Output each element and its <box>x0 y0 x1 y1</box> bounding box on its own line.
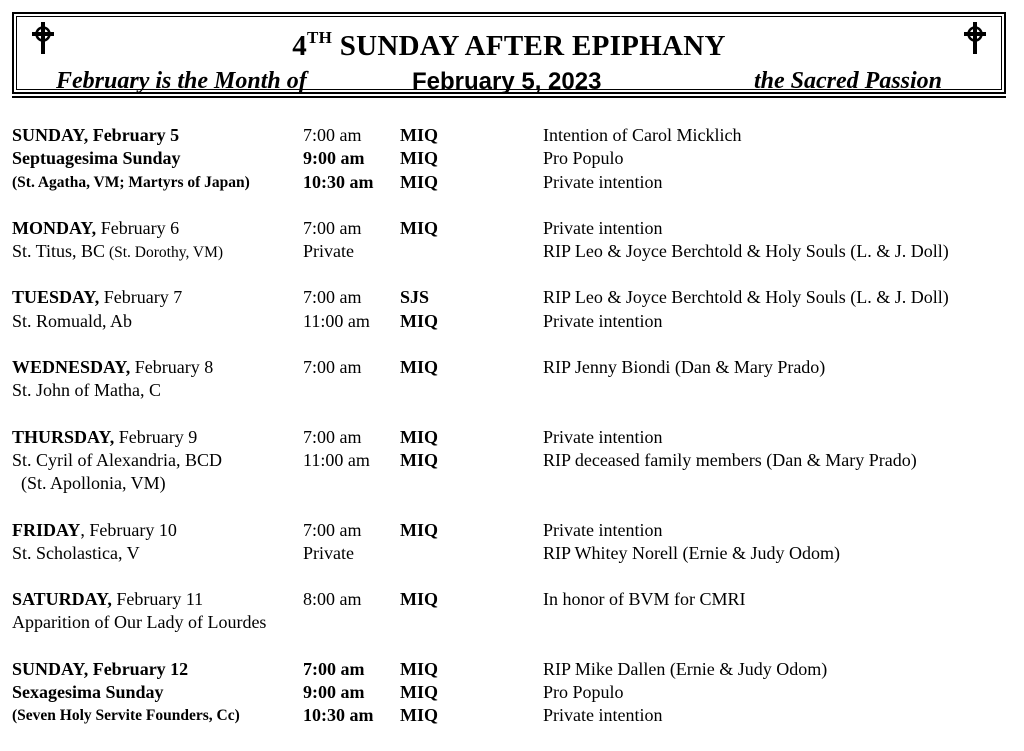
schedule-row <box>12 658 1012 681</box>
mass-time: 9:00 am <box>303 148 365 169</box>
mass-time: 10:30 am <box>303 171 374 192</box>
celtic-cross-icon <box>962 22 988 54</box>
mass-intention: RIP Jenny Biondi (Dan & Mary Prado) <box>543 357 826 378</box>
day-friday-feb-10 <box>12 519 1012 566</box>
day-heading: MONDAY, February 6 <box>12 217 180 238</box>
mass-intention: Private intention <box>543 171 663 192</box>
mass-intention: RIP Mike Dallen (Ernie & Judy Odom) <box>543 658 828 679</box>
celebrant: MIQ <box>400 310 438 331</box>
mass-time: 9:00 am <box>303 682 365 703</box>
mass-intention: Private intention <box>543 519 663 540</box>
feast-name: St. Romuald, Ab <box>12 310 133 331</box>
schedule-row <box>12 611 1012 634</box>
mass-time: 7:00 am <box>303 125 362 145</box>
day-thursday-feb-9 <box>12 426 1012 496</box>
day-heading: SUNDAY, February 5 <box>12 125 180 145</box>
mass-intention: Private intention <box>543 217 663 238</box>
day-sunday-feb-5 <box>12 124 1012 194</box>
mass-time: 10:30 am <box>303 705 374 726</box>
mass-intention: RIP Whitey Norell (Ernie & Judy Odom) <box>543 542 840 563</box>
schedule-row <box>12 681 1012 704</box>
month-dedication: the Sacred Passion <box>754 68 943 94</box>
mass-time: 7:00 am <box>303 217 362 238</box>
header-rule <box>12 96 1006 98</box>
celebrant: SJS <box>400 287 430 308</box>
mass-time: 7:00 am <box>303 357 362 378</box>
mass-time: 8:00 am <box>303 589 362 610</box>
mass-intention: Pro Populo <box>543 682 624 703</box>
mass-intention: RIP Leo & Joyce Berchtold & Holy Souls (L. & J. Doll) <box>543 241 949 262</box>
celebrant: MIQ <box>400 217 438 238</box>
celebrant: MIQ <box>400 449 438 470</box>
celtic-cross-icon <box>30 22 56 54</box>
celebrant: MIQ <box>400 357 438 378</box>
day-saturday-feb-11 <box>12 588 1012 635</box>
schedule-row <box>12 240 1012 263</box>
feast-name: St. Cyril of Alexandria, BCD <box>12 449 222 470</box>
schedule-row <box>12 171 1012 194</box>
schedule-row <box>12 310 1012 333</box>
mass-time: 7:00 am <box>303 426 362 447</box>
schedule-row <box>12 124 1012 147</box>
celebrant: MIQ <box>400 125 438 145</box>
mass-intention: In honor of BVM for CMRI <box>543 589 746 610</box>
mass-time: 7:00 am <box>303 287 362 308</box>
feast-name: St. John of Matha, C <box>12 380 162 401</box>
commemoration: (St. Apollonia, VM) <box>12 473 166 494</box>
schedule-row <box>12 426 1012 449</box>
commemoration: (Seven Holy Servite Founders, Cc) <box>12 707 240 725</box>
mass-intention: Private intention <box>543 705 663 726</box>
bulletin-date: February 5, 2023 <box>412 68 602 95</box>
mass-intention: Private intention <box>543 426 663 447</box>
celebrant: MIQ <box>400 589 438 610</box>
celebrant: MIQ <box>400 519 438 540</box>
schedule-row <box>12 217 1012 240</box>
mass-time: 11:00 am <box>303 449 370 470</box>
feast-name: Septuagesima Sunday <box>12 148 181 169</box>
day-heading: FRIDAY, February 10 <box>12 519 177 540</box>
schedule-row <box>12 147 1012 170</box>
celebrant: MIQ <box>400 148 438 169</box>
mass-intention: RIP Leo & Joyce Berchtold & Holy Souls (L. & J. Doll) <box>543 287 949 308</box>
day-tuesday-feb-7 <box>12 286 1012 333</box>
day-wednesday-feb-8 <box>12 356 1012 403</box>
day-heading: TUESDAY, February 7 <box>12 287 183 308</box>
schedule-row <box>12 472 1012 495</box>
schedule-row <box>12 356 1012 379</box>
celebrant: MIQ <box>400 171 438 192</box>
day-heading: WEDNESDAY, February 8 <box>12 357 214 378</box>
feast-name: St. Scholastica, V <box>12 542 140 563</box>
mass-time: 7:00 am <box>303 519 362 540</box>
day-heading: THURSDAY, February 9 <box>12 426 198 447</box>
schedule-row <box>12 704 1012 727</box>
mass-intention: Intention of Carol Micklich <box>543 125 742 145</box>
day-sunday-feb-12 <box>12 658 1012 728</box>
day-monday-feb-6 <box>12 217 1012 264</box>
schedule-row <box>12 379 1012 402</box>
schedule-row <box>12 519 1012 542</box>
day-heading: SATURDAY, February 11 <box>12 589 204 610</box>
mass-time: Private <box>303 241 354 262</box>
schedule-row <box>12 449 1012 472</box>
mass-time: 11:00 am <box>303 310 370 331</box>
feast-name: St. Titus, BC (St. Dorothy, VM) <box>12 241 224 262</box>
commemoration: (St. Agatha, VM; Martyrs of Japan) <box>12 173 250 191</box>
schedule-row <box>12 588 1012 611</box>
schedule-row <box>12 542 1012 565</box>
celebrant: MIQ <box>400 705 438 726</box>
schedule-row <box>12 286 1012 309</box>
celebrant: MIQ <box>400 426 438 447</box>
mass-intention: RIP deceased family members (Dan & Mary Prado) <box>543 449 917 470</box>
mass-time: 7:00 am <box>303 658 365 679</box>
day-heading: SUNDAY, February 12 <box>12 658 189 679</box>
mass-time: Private <box>303 542 354 563</box>
month-dedication-prefix: February is the Month of <box>56 68 307 94</box>
mass-schedule <box>12 124 1012 751</box>
page-title: 4TH SUNDAY AFTER EPIPHANY <box>292 28 726 62</box>
mass-intention: Pro Populo <box>543 148 624 169</box>
bulletin-header <box>12 12 1006 94</box>
celebrant: MIQ <box>400 682 438 703</box>
feast-name: Apparition of Our Lady of Lourdes <box>12 612 267 633</box>
feast-name: Sexagesima Sunday <box>12 682 164 703</box>
celebrant: MIQ <box>400 658 438 679</box>
mass-intention: Private intention <box>543 310 663 331</box>
